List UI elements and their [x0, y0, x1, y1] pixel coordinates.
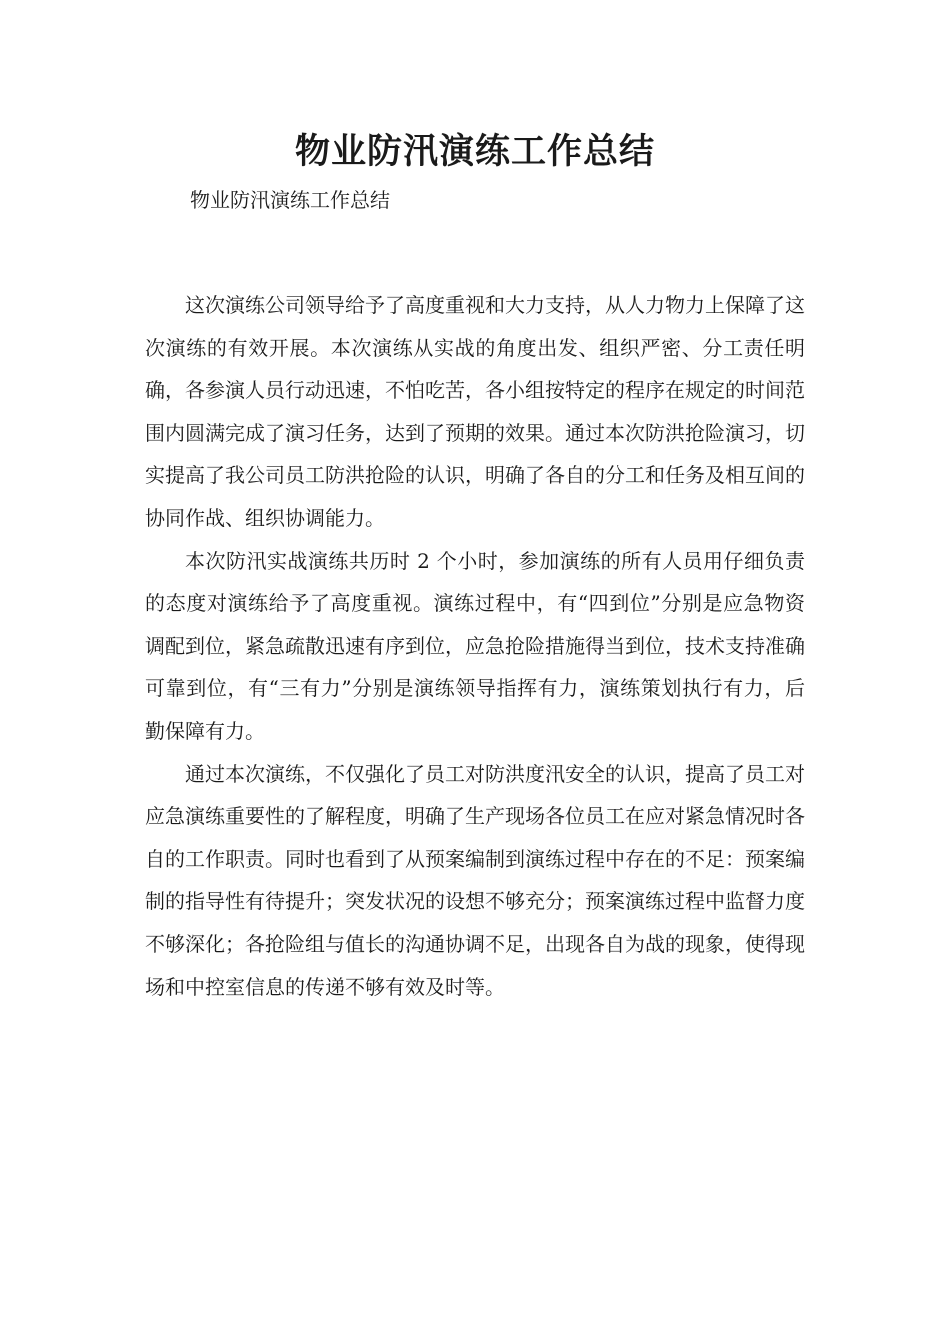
paragraph: 这次演练公司领导给予了高度重视和大力支持，从人力物力上保障了这次演练的有效开展。本次演练从实战的角度出发、组织严密、分工责任明确，各参演人员行动迅速，不怕吃苦，各小组按特定的程序在规定的时间范围内圆满完成了演习任务，达到了预期的效果。通过本次防洪抢险演习，切实提高了我公司员工防洪抢险的认识，明确了各自的分工和任务及相互间的协同作战、组织协调能力。	[145, 293, 805, 530]
document-body	[145, 284, 805, 1008]
document-subtitle: 物业防汛演练工作总结	[190, 188, 390, 212]
paragraph: 本次防汛实战演练共历时 2 个小时，参加演练的所有人员用仔细负责的态度对演练给予了高度重视。演练过程中，有“四到位”分别是应急物资调配到位，紧急疏散迅速有序到位，应急抢险措施得当到位，技术支持准确可靠到位，有“三有力”分别是演练领导指挥有力，演练策划执行有力，后勤保障有力。	[145, 548, 805, 743]
document-title: 物业防汛演练工作总结	[294, 132, 655, 172]
paragraph: 通过本次演练，不仅强化了员工对防洪度汛安全的认识，提高了员工对应急演练重要性的了解程度，明确了生产现场各位员工在应对紧急情况时各自的工作职责。同时也看到了从预案编制到演练过程中存在的不足：预案编制的指导性有待提升；突发状况的设想不够充分；预案演练过程中监督力度不够深化；各抢险组与值长的沟通协调不足，出现各自为战的现象，使得现场和中控室信息的传递不够有效及时等。	[145, 761, 805, 999]
